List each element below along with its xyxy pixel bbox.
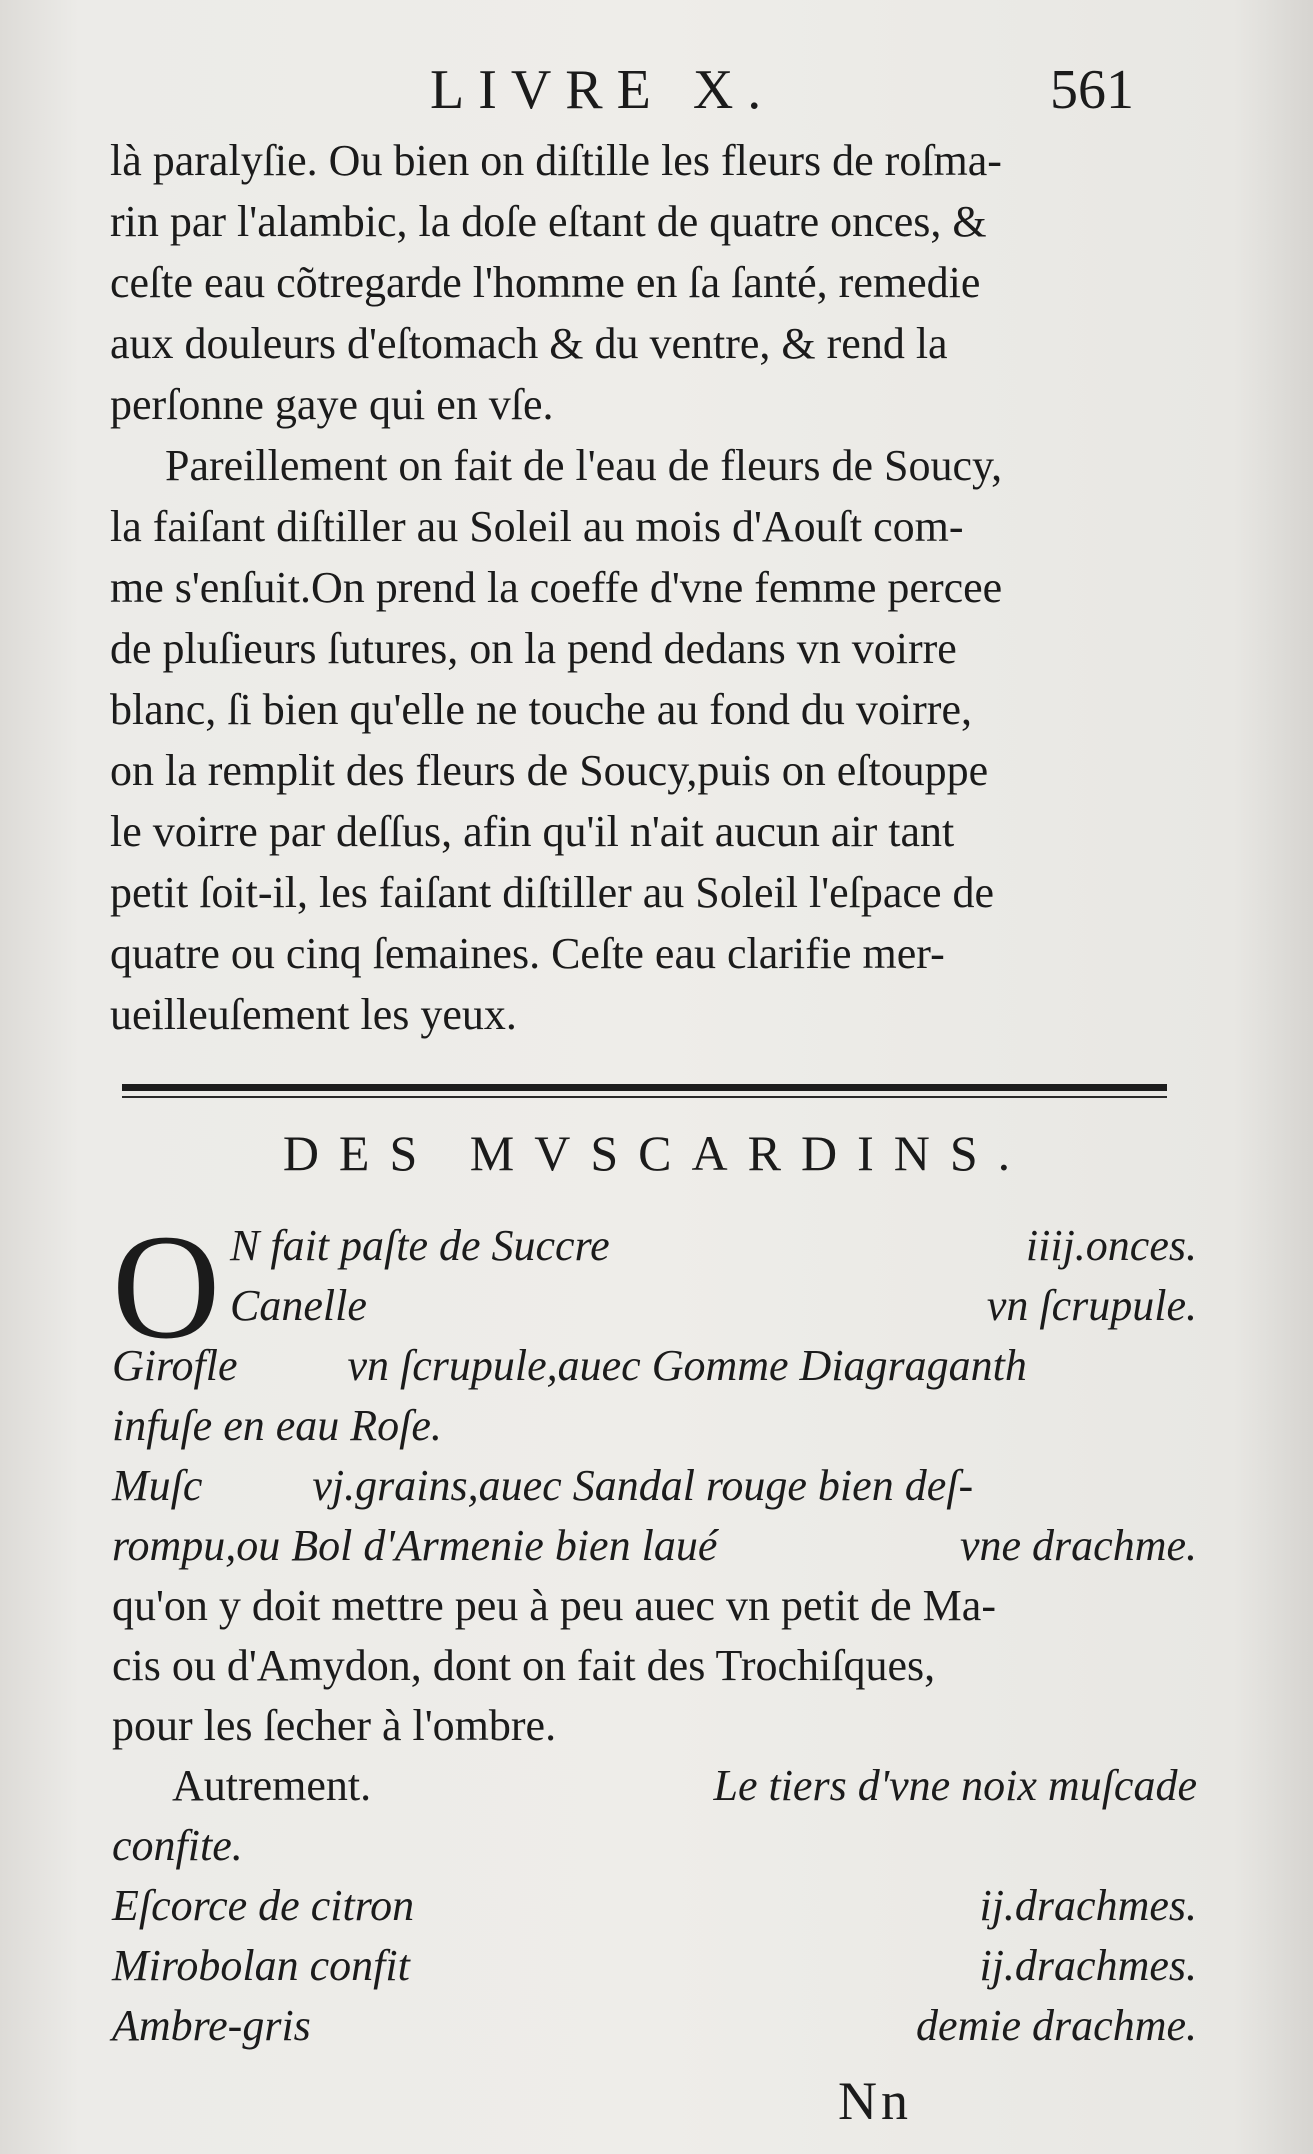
- running-head: LIVRE X.: [430, 59, 776, 121]
- signature-mark: Nn: [838, 2071, 912, 2131]
- recipe-line: [112, 1996, 1197, 2056]
- text-line: Pareillement on fait de l'eau de fleurs de Soucy,: [165, 441, 1003, 490]
- recipe-line: [112, 1756, 1197, 1816]
- text-line: perſonne gaye qui en vſe.: [110, 380, 554, 429]
- quantity: ij.drachmes.: [979, 1941, 1197, 1990]
- text-line: la faiſant diſtiller au Soleil au mois d'Aouſt com-: [110, 502, 964, 551]
- text-line: là paralyſie. Ou bien on diſtille les fleurs de roſma-: [110, 136, 1002, 185]
- text-line: me s'enſuit.On prend la coeffe d'vne femme percee: [110, 563, 1003, 612]
- text-line: blanc, ſi bien qu'elle ne touche au fond du voirre,: [110, 685, 972, 734]
- rule-thin: [122, 1096, 1167, 1098]
- text-line: petit ſoit-il, les faiſant diſtiller au Soleil l'eſpace de: [110, 868, 994, 917]
- drop-cap: O: [112, 1204, 221, 1370]
- ingredient: Ambre-gris: [112, 2001, 311, 2050]
- text-line: ceſte eau cõtregarde l'homme en ſa ſanté, remedie: [110, 258, 981, 307]
- recipe-line: [112, 1276, 1197, 1336]
- quantity: vn ſcrupule.: [986, 1281, 1197, 1330]
- text-line: de pluſieurs ſutures, on la pend dedans vn voirre: [110, 624, 957, 673]
- body-text: [110, 130, 1195, 1045]
- recipe-line: [112, 1516, 1197, 1576]
- ingredient: rompu,ou Bol d'Armenie bien laué: [112, 1521, 718, 1570]
- page-header: [0, 58, 1313, 128]
- recipe-line: Girofle vn ſcrupule,auec Gomme Diagraganth: [112, 1341, 1027, 1390]
- ingredient: Canelle: [230, 1281, 367, 1330]
- quantity: iiij.onces.: [1025, 1221, 1197, 1270]
- ingredient: Le tiers d'vne noix muſcade: [713, 1761, 1197, 1810]
- quantity: vne drachme.: [959, 1521, 1197, 1570]
- recipe-line: pour les ſecher à l'ombre.: [112, 1701, 557, 1750]
- rule-thick: [122, 1084, 1167, 1091]
- text-line: quatre ou cinq ſemaines. Ceſte eau clarifie mer-: [110, 929, 945, 978]
- text-line: rin par l'alambic, la doſe eſtant de quatre onces, &: [110, 197, 987, 246]
- quantity: demie drachme.: [915, 2001, 1197, 2050]
- ingredient: Mirobolan confit: [112, 1941, 410, 1990]
- quantity: ij.drachmes.: [979, 1881, 1197, 1930]
- page-number: 561: [1050, 59, 1134, 121]
- heading-autrement: Autrement.: [172, 1761, 372, 1810]
- text-line: ueilleuſement les yeux.: [110, 990, 517, 1039]
- recipe-line: [112, 1876, 1197, 1936]
- text-line: le voirre par deſſus, afin qu'il n'ait aucun air tant: [110, 807, 955, 856]
- recipe-line: [112, 1936, 1197, 1996]
- recipe-text: [112, 1204, 1197, 2056]
- text-line: on la remplit des fleurs de Soucy,puis on eſtouppe: [110, 746, 989, 795]
- section-heading: DES MVSCARDINS.: [282, 1125, 1031, 1181]
- recipe-line: [112, 1216, 1197, 1276]
- recipe-line: qu'on y doit mettre peu à peu auec vn petit de Ma-: [112, 1581, 996, 1630]
- recipe-line: Muſc vj.grains,auec Sandal rouge bien deſ-: [112, 1461, 974, 1510]
- recipe-line: confite.: [112, 1821, 243, 1870]
- recipe-line: cis ou d'Amydon, dont on fait des Trochiſques,: [112, 1641, 936, 1690]
- section-rule: [122, 1084, 1167, 1098]
- ingredient: Eſcorce de citron: [112, 1881, 415, 1930]
- text-line: aux douleurs d'eſtomach & du ventre, & rend la: [110, 319, 948, 368]
- recipe-line: infuſe en eau Roſe.: [112, 1401, 442, 1450]
- ingredient: N fait paſte de Succre: [230, 1221, 610, 1270]
